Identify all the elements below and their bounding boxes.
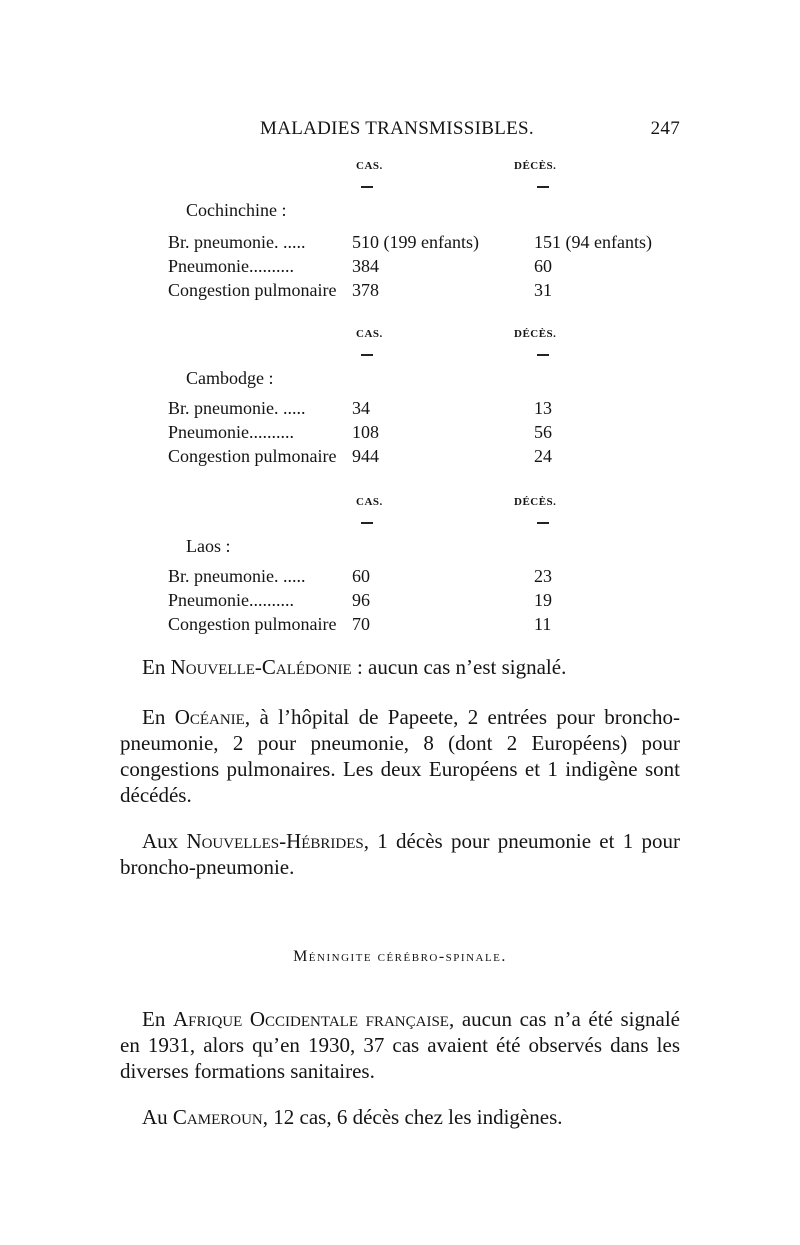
paragraph-cameroun xyxy=(120,1104,680,1130)
row-label: Br. pneumonie. ..... xyxy=(168,398,306,418)
paragraph-nouvelles-hebrides xyxy=(120,828,680,880)
cas-value: 60 xyxy=(352,566,370,586)
section-title: Méningite cérébro-spinale. xyxy=(293,948,507,965)
column-header-deces: DÉCÈS. xyxy=(514,328,557,340)
place-name: Océanie xyxy=(174,705,245,729)
paragraph-text: , aucun cas n’a été signalé en 1931, alors qu’en 1930, 37 cas avaient été observés dans les diverses formations sanitaires. xyxy=(120,1007,680,1083)
deces-value: 31 xyxy=(534,280,552,300)
column-dash xyxy=(361,522,373,524)
deces-value: 151 (94 enfants) xyxy=(534,232,652,252)
cas-value: 96 xyxy=(352,590,370,610)
column-dash xyxy=(361,186,373,188)
table-row xyxy=(168,280,688,304)
paragraph-lead: Aux xyxy=(142,829,187,853)
table-row xyxy=(168,256,688,280)
paragraph-lead: En xyxy=(142,655,171,679)
row-label: Pneumonie.......... xyxy=(168,256,294,276)
paragraph-text: , 1 décès pour pneumonie et 1 pour broncho-pneumonie. xyxy=(120,829,680,879)
row-label: Congestion pulmonaire xyxy=(168,280,337,300)
table-row xyxy=(168,422,688,446)
row-label: Br. pneumonie. ..... xyxy=(168,566,306,586)
place-name: Cameroun xyxy=(172,1105,263,1129)
row-label: Congestion pulmonaire xyxy=(168,446,337,466)
row-label: Pneumonie.......... xyxy=(168,422,294,442)
running-head-title: MALADIES TRANSMISSIBLES. xyxy=(260,118,534,139)
deces-value: 11 xyxy=(534,614,552,634)
cas-value: 944 xyxy=(352,446,379,466)
table-cochinchine xyxy=(168,160,688,320)
place-name: Nouvelles-Hébrides xyxy=(186,829,364,853)
column-dash xyxy=(537,186,549,188)
table-row xyxy=(168,566,688,590)
deces-value: 13 xyxy=(534,398,552,418)
paragraph-nouvelle-caledonie xyxy=(120,654,680,680)
paragraph-text: , 12 cas, 6 décès chez les indigènes. xyxy=(262,1105,563,1129)
deces-value: 23 xyxy=(534,566,552,586)
cas-value: 384 xyxy=(352,256,379,276)
table-cambodge xyxy=(168,328,688,488)
column-header-cas: CAS. xyxy=(356,496,383,508)
table-row xyxy=(168,398,688,422)
column-header-deces: DÉCÈS. xyxy=(514,160,557,172)
deces-value: 24 xyxy=(534,446,552,466)
cas-value: 34 xyxy=(352,398,370,418)
column-header-cas: CAS. xyxy=(356,160,383,172)
table-row xyxy=(168,232,688,256)
paragraph-text: , à l’hôpital de Papeete, 2 entrées pour broncho-pneumonie, 2 pour pneumonie, 8 (dont 2 Européens) pour congestions pulmonaires. Les deux Européens et 1 indigène sont décédés. xyxy=(120,705,681,807)
region-label: Cambodge : xyxy=(186,368,274,388)
row-label: Congestion pulmonaire xyxy=(168,614,337,634)
cas-value: 108 xyxy=(352,422,379,442)
paragraph-lead: En xyxy=(142,705,175,729)
region-label: Cochinchine : xyxy=(186,200,287,220)
table-laos xyxy=(168,496,688,656)
column-header-deces: DÉCÈS. xyxy=(514,496,557,508)
row-label: Br. pneumonie. ..... xyxy=(168,232,306,252)
cas-value: 378 xyxy=(352,280,379,300)
paragraph-afrique-occidentale xyxy=(120,1006,680,1084)
deces-value: 60 xyxy=(534,256,552,276)
paragraph-text: : aucun cas n’est signalé. xyxy=(351,655,567,679)
column-dash xyxy=(361,354,373,356)
paragraph-lead: En xyxy=(142,1007,173,1031)
table-row xyxy=(168,446,688,470)
region-label: Laos : xyxy=(186,536,231,556)
page-number: 247 xyxy=(650,118,680,139)
column-header-cas: CAS. xyxy=(356,328,383,340)
cas-value: 510 (199 enfants) xyxy=(352,232,479,252)
row-label: Pneumonie.......... xyxy=(168,590,294,610)
paragraph-oceanie xyxy=(120,704,680,808)
table-row xyxy=(168,590,688,614)
table-row xyxy=(168,614,688,638)
deces-value: 56 xyxy=(534,422,552,442)
column-dash xyxy=(537,522,549,524)
column-dash xyxy=(537,354,549,356)
place-name: Nouvelle-Calédonie xyxy=(170,655,352,679)
paragraph-lead: Au xyxy=(142,1105,173,1129)
cas-value: 70 xyxy=(352,614,370,634)
place-name: Afrique Occidentale française xyxy=(172,1007,449,1031)
deces-value: 19 xyxy=(534,590,552,610)
